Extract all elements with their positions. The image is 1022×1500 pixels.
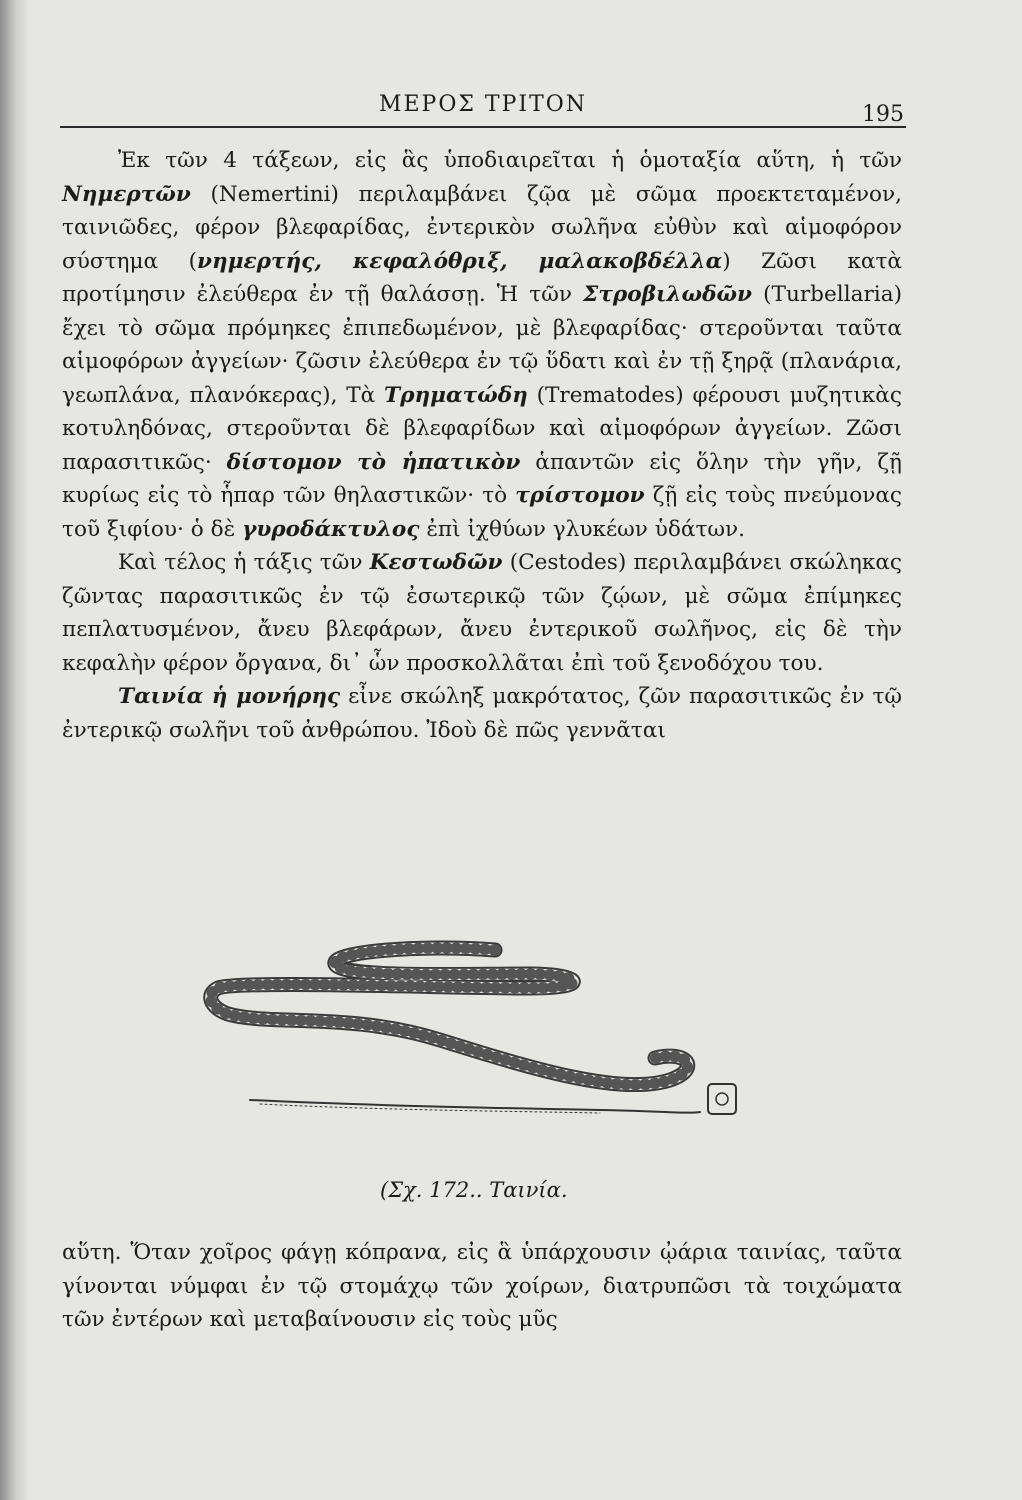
paragraph-taenia	[62, 680, 902, 747]
continued-text	[62, 1236, 902, 1337]
term-tristomum: τρίστομον	[515, 483, 645, 508]
figure-caption: (Σχ. 172.. Ταινία.	[380, 1178, 568, 1202]
term-taenia-solium: Ταινία ἡ μονήρης	[118, 684, 341, 709]
term-distomum: δίστομον τὸ ἡπατικὸν	[226, 449, 521, 475]
term-cestodes: Κεστωδῶν	[369, 550, 503, 575]
text-run: (Trematodes) φέρουσι μυζητικὰς κοτυληδόνας, στεροῦνται δὲ βλεφαρίδων καὶ αἱμοφόρων ἀγγείων. Ζῶσι παρασιτικῶς·	[62, 382, 902, 475]
paragraph-nemertini	[62, 144, 902, 546]
page-header	[60, 88, 906, 128]
text-run: ἐπὶ ἰχθύων γλυκέων ὑδάτων.	[419, 516, 745, 542]
term-gyrodactylus: γυροδάκτυλος	[242, 516, 420, 542]
text-run: ) Ζῶσι κατὰ προτίμησιν ἐλεύθερα ἐν τῇ θαλάσσῃ. Ἡ τῶν	[62, 248, 902, 307]
term-nemertini: Νημερτῶν	[62, 181, 191, 207]
running-title: ΜΕΡΟΣ ΤΡΙΤΟΝ	[378, 92, 588, 117]
text-run: (Nemertini) περιλαμβάνει ζῷα μὲ σῶμα προεκτεταμένον, ταινιῶδες, φέρον βλεφαρίδας, ἐντερικὸν σωλῆνα εὐθὺν καὶ αἱμοφόρον σύστημα (	[62, 181, 902, 274]
paragraph-continuation: αὕτη. Ὅταν χοῖρος φάγῃ κόπρανα, εἰς ἃ ὑπάρχουσιν ᾠάρια ταινίας, ταῦτα γίνονται νύμφαι ἐν τῷ στομάχῳ τῶν χοίρων, διατρυπῶσι τὰ τοιχώματα τῶν ἐντέρων καὶ μεταβαίνουσιν εἰς τοὺς μῦς	[62, 1240, 902, 1332]
term-examples-nemertini: νημερτής, κεφαλόθριξ, μαλακοβδέλλα	[197, 248, 723, 274]
text-run: Ἐκ τῶν 4 τάξεων, εἰς ἃς ὑποδιαιρεῖται ἡ ὁμοταξία αὕτη, ἡ τῶν	[118, 148, 902, 173]
text-run: ἁπαντῶν εἰς ὅλην τὴν γῆν, ζῇ κυρίως εἰς τὸ ἧπαρ τῶν θηλαστικῶν· τὸ	[62, 449, 902, 508]
text-run: Καὶ τέλος ἡ τάξις τῶν	[118, 550, 370, 575]
term-trematodes: Τρηματώδη	[384, 382, 528, 408]
text-run: (Cestodes) περιλαμβάνει σκώληκας ζῶντας παρασιτικῶς ἐν τῷ ἐσωτερικῷ τῶν ζῴων, μὲ σῶμα ἐπίμηκες πεπλατυσμένον, ἄνευ βλεφάρων, ἄνευ ἐντερικοῦ σωλῆνος, εἰς δὲ τὴν κεφαλὴν φέρον ὄργανα, δι᾽ ὧν προσκολλᾶται ἐπὶ τοῦ ξενοδόχου του.	[62, 550, 903, 676]
text-run: ζῇ εἰς τοὺς πνεύμονας τοῦ ξιφίου· ὁ δὲ	[62, 483, 902, 542]
text-run: εἶνε σκώληξ μακρότατος, ζῶν παρασιτικῶς ἐν τῷ ἐντερικῷ σωλῆνι τοῦ ἀνθρώπου. Ἰδοὺ δὲ πῶς γεννᾶται	[62, 684, 902, 743]
paragraph-cestodes	[62, 546, 902, 680]
text-run: (Turbellaria) ἔχει τὸ σῶμα πρόμηκες ἐπιπεδωμένον, μὲ βλεφαρίδας· στεροῦνται ταῦτα αἱμοφόρων ἀγγείων· ζῶσιν ἐλεύθερα ἐν τῷ ὕδατι καὶ ἐν τῇ ξηρᾷ (πλανάρια, γεωπλάνα, πλανόκερας), Τὰ	[62, 282, 902, 408]
main-text	[62, 144, 902, 747]
term-turbellaria: Στροβιλωδῶν	[583, 282, 753, 307]
tapeworm-illustration	[200, 930, 760, 1140]
page-number: 195	[862, 102, 904, 127]
book-gutter-shadow	[0, 0, 30, 1500]
